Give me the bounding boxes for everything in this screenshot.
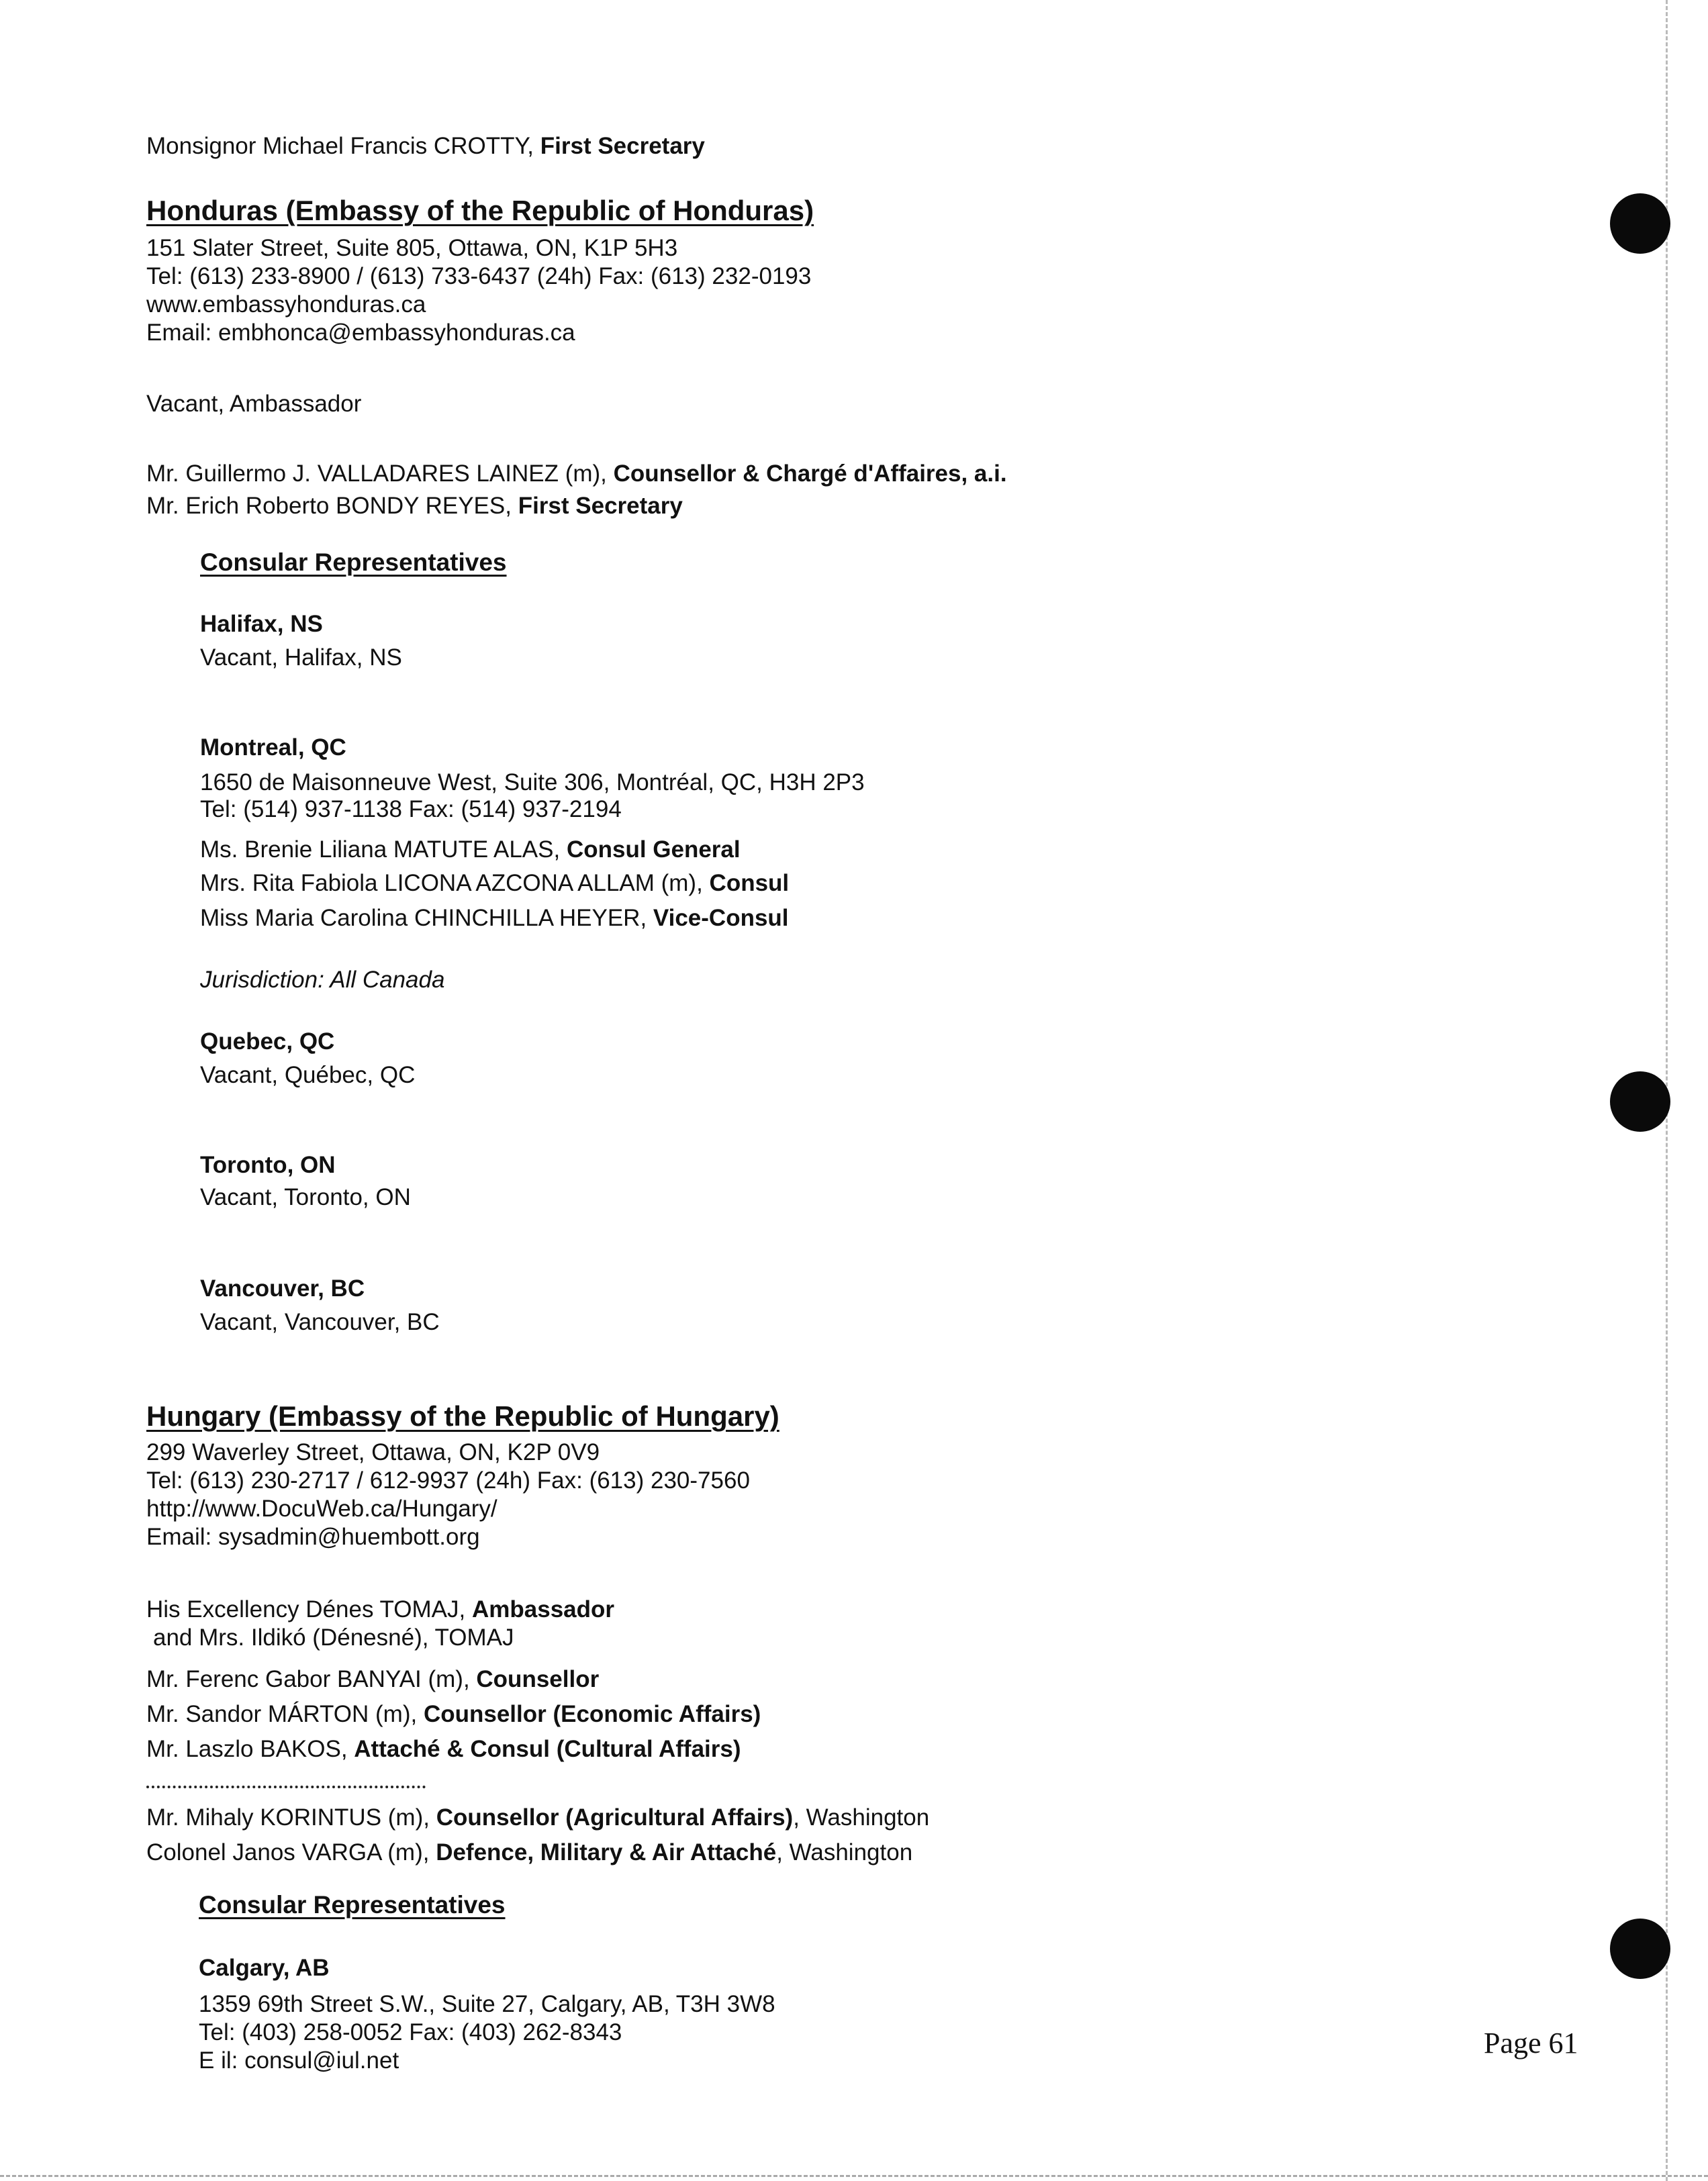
staff-title: Consul General [566, 836, 741, 863]
staff-line [146, 461, 1007, 487]
consulate-phone: Tel: (403) 258-0052 Fax: (403) 262-8343 [199, 2019, 622, 2045]
dotted-separator [146, 1786, 426, 1788]
staff-line [146, 1736, 741, 1763]
staff-line [146, 1804, 929, 1831]
staff-line [200, 870, 789, 897]
consulate-city: Vancouver, BC [200, 1275, 365, 1302]
staff-name: Monsignor Michael Francis CROTTY, [146, 133, 540, 159]
staff-title: Attaché & Consul (Cultural Affairs) [354, 1736, 741, 1762]
staff-name: Mr. Sandor MÁRTON (m), [146, 1701, 424, 1727]
staff-title: Defence, Military & Air Attaché [436, 1839, 777, 1865]
consulate-line: Vacant, Québec, QC [200, 1062, 416, 1088]
embassy-email: Email: sysadmin@huembott.org [146, 1524, 480, 1550]
jurisdiction-note: Jurisdiction: All Canada [200, 967, 445, 993]
bottom-edge-mark [0, 2175, 1708, 2177]
staff-name: Mr. Mihaly KORINTUS (m), [146, 1804, 436, 1831]
staff-line [146, 493, 683, 520]
staff-title: Counsellor & Chargé d'Affaires, a.i. [613, 461, 1007, 487]
spouse-line: and Mrs. Ildikó (Dénesné), TOMAJ [153, 1625, 514, 1651]
staff-title: First Secretary [518, 493, 683, 519]
punch-hole-bottom [1610, 1919, 1670, 1979]
staff-title: Consul [709, 870, 790, 896]
staff-name: Miss Maria Carolina CHINCHILLA HEYER, [200, 905, 653, 931]
embassy-website: http://www.DocuWeb.ca/Hungary/ [146, 1496, 497, 1522]
staff-name: Ms. Brenie Liliana MATUTE ALAS, [200, 836, 567, 863]
staff-name: Mr. Guillermo J. VALLADARES LAINEZ (m), [146, 461, 614, 487]
embassy-phone: Tel: (613) 233-8900 / (613) 733-6437 (24h) Fax: (613) 232-0193 [146, 263, 812, 289]
embassy-address: 299 Waverley Street, Ottawa, ON, K2P 0V9 [146, 1439, 600, 1465]
staff-line [146, 1666, 599, 1693]
staff-name: Mr. Erich Roberto BONDY REYES, [146, 493, 518, 519]
staff-title: Ambassador [471, 1596, 615, 1622]
staff-title: First Secretary [540, 133, 705, 159]
ambassador-line: Vacant, Ambassador [146, 391, 362, 417]
staff-line [200, 905, 789, 932]
staff-name: His Excellency Dénes TOMAJ, [146, 1596, 472, 1622]
staff-name: Colonel Janos VARGA (m), [146, 1839, 436, 1865]
embassy-website: www.embassyhonduras.ca [146, 291, 426, 318]
consulate-line: Vacant, Halifax, NS [200, 644, 402, 671]
consulate-phone: Tel: (514) 937-1138 Fax: (514) 937-2194 [200, 796, 622, 822]
consular-heading: Consular Representatives [199, 1891, 506, 1919]
consular-heading: Consular Representatives [200, 548, 507, 576]
staff-location: , Washington [776, 1839, 913, 1865]
consulate-line: Vacant, Toronto, ON [200, 1184, 411, 1210]
consulate-city: Toronto, ON [200, 1152, 336, 1178]
consulate-city: Calgary, AB [199, 1955, 330, 1981]
consulate-city: Montreal, QC [200, 734, 346, 761]
consulate-address: 1650 de Maisonneuve West, Suite 306, Montréal, QC, H3H 2P3 [200, 769, 865, 795]
punch-hole-top [1610, 193, 1670, 254]
staff-title: Counsellor [476, 1666, 600, 1692]
staff-line [200, 836, 741, 863]
punch-hole-middle [1610, 1071, 1670, 1132]
ambassador-line [146, 1596, 614, 1623]
staff-title: Vice-Consul [653, 905, 789, 931]
consulate-city: Quebec, QC [200, 1028, 335, 1055]
embassy-phone: Tel: (613) 230-2717 / 612-9937 (24h) Fax: (613) 230-7560 [146, 1467, 750, 1494]
page-number: Page 61 [1484, 2027, 1578, 2059]
staff-location: , Washington [793, 1804, 930, 1831]
staff-title: Counsellor (Agricultural Affairs) [436, 1804, 794, 1831]
staff-name: Mr. Laszlo BAKOS, [146, 1736, 354, 1762]
consulate-email: E il: consul@iul.net [199, 2047, 399, 2074]
staff-name: Mr. Ferenc Gabor BANYAI (m), [146, 1666, 477, 1692]
consulate-line: Vacant, Vancouver, BC [200, 1309, 440, 1335]
staff-line [146, 1839, 912, 1866]
staff-line [146, 133, 705, 160]
staff-line [146, 1701, 761, 1728]
embassy-heading-honduras: Honduras (Embassy of the Republic of Honduras) [146, 195, 814, 226]
staff-title: Counsellor (Economic Affairs) [423, 1701, 761, 1727]
consulate-city: Halifax, NS [200, 611, 323, 637]
embassy-email: Email: embhonca@embassyhonduras.ca [146, 320, 575, 346]
embassy-heading-hungary: Hungary (Embassy of the Republic of Hungary) [146, 1400, 779, 1432]
staff-name: Mrs. Rita Fabiola LICONA AZCONA ALLAM (m), [200, 870, 710, 896]
consulate-address: 1359 69th Street S.W., Suite 27, Calgary, AB, T3H 3W8 [199, 1991, 775, 2017]
embassy-address: 151 Slater Street, Suite 805, Ottawa, ON, K1P 5H3 [146, 235, 678, 261]
